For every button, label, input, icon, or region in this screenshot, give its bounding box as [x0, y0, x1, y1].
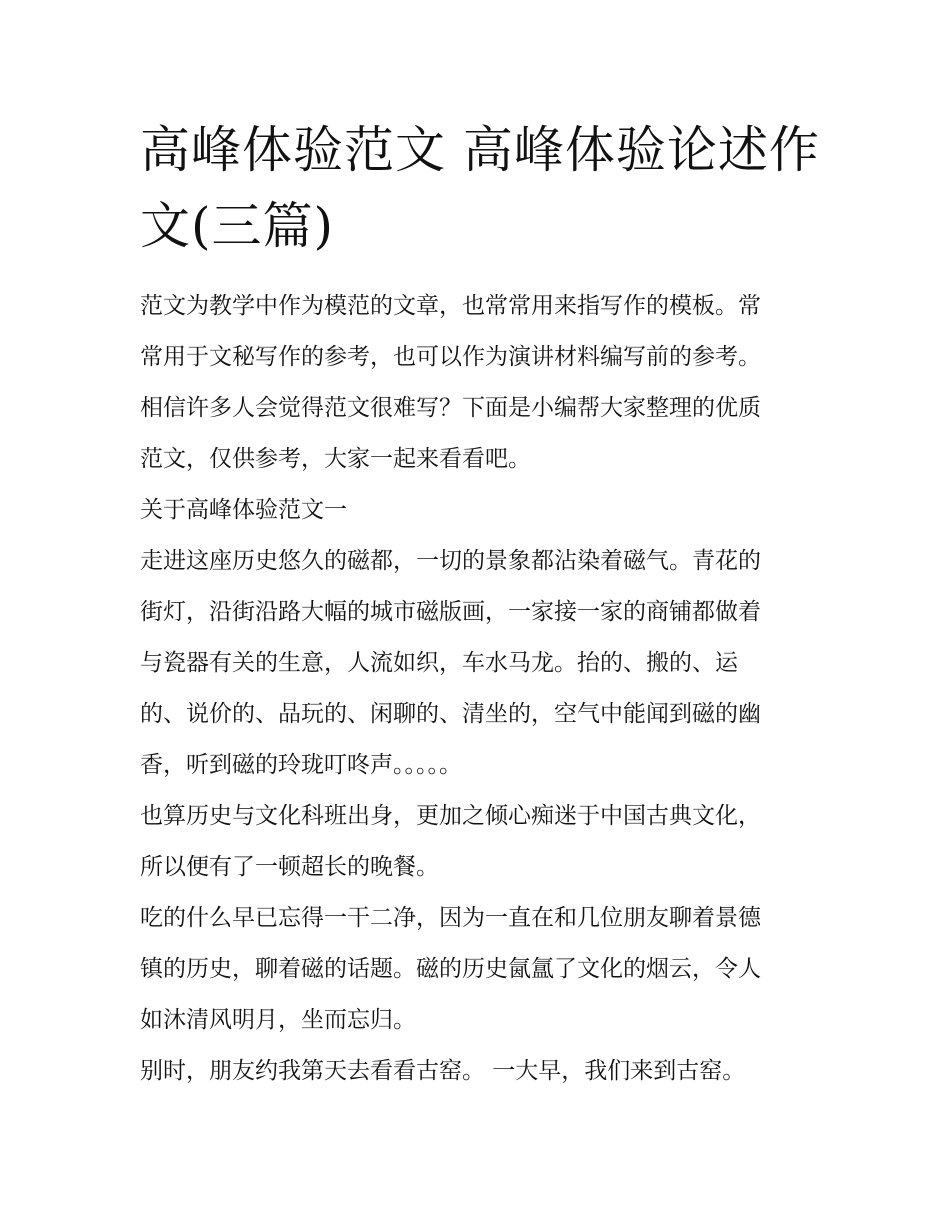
body-paragraph [140, 536, 830, 791]
text-line: 所以便有了一顿超长的晚餐。 [140, 854, 439, 880]
title-line: 文(三篇) [140, 197, 335, 255]
body-paragraph [140, 893, 830, 1046]
document-title [140, 112, 830, 264]
text-line: 范文，仅供参考，大家一起来看看吧。 [140, 446, 531, 472]
text-line: 关于高峰体验范文一 [140, 497, 347, 523]
text-line: 也算历史与文化科班出身，更加之倾心痴迷于中国古典文化， [140, 803, 761, 829]
body-paragraph [140, 1046, 830, 1097]
document-page [140, 112, 830, 1097]
text-line: 别时，朋友约我第天去看看古窑。 一大早，我们来到古窑。 [140, 1058, 746, 1084]
text-line: 常用于文秘写作的参考，也可以作为演讲材料编写前的参考。 [140, 344, 761, 370]
section-heading [140, 485, 830, 536]
text-line: 的、说价的、品玩的、闲聊的、清坐的，空气中能闻到磁的幽 [140, 701, 761, 727]
document-body [140, 281, 830, 1097]
title-line: 高峰体验范文 高峰体验论述作 [140, 121, 820, 179]
body-paragraph [140, 791, 830, 893]
text-line: 与瓷器有关的生意，人流如织，车水马龙。抬的、搬的、运 [140, 650, 738, 676]
text-line: 范文为教学中作为模范的文章，也常常用来指写作的模板。常 [140, 293, 761, 319]
text-line: 走进这座历史悠久的磁都，一切的景象都沾染着磁气。青花的 [140, 548, 761, 574]
text-line: 相信许多人会觉得范文很难写？下面是小编帮大家整理的优质 [140, 395, 761, 421]
text-line: 如沐清风明月，坐而忘归。 [140, 1007, 416, 1033]
text-line: 香，听到磁的玲珑叮咚声。。。。。 [140, 752, 462, 778]
text-line: 镇的历史，聊着磁的话题。磁的历史氤氲了文化的烟云，令人 [140, 956, 761, 982]
intro-paragraph [140, 281, 830, 485]
text-line: 街灯，沿街沿路大幅的城市磁版画，一家接一家的商铺都做着 [140, 599, 761, 625]
text-line: 吃的什么早已忘得一干二净，因为一直在和几位朋友聊着景德 [140, 905, 761, 931]
